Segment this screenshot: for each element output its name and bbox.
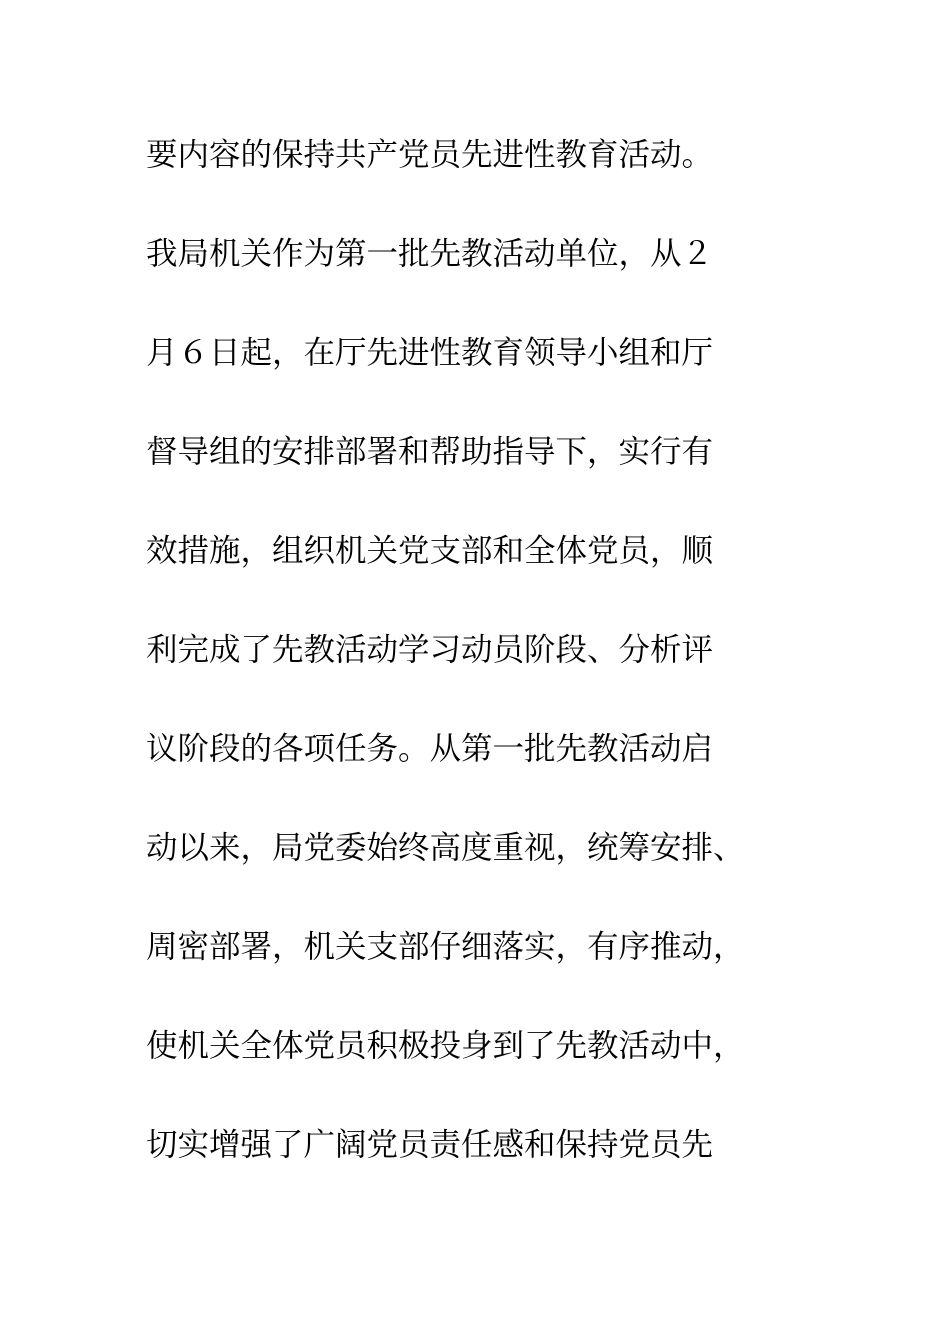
text-line: 效措施，组织机关党支部和全体党员，顺 — [146, 533, 714, 569]
text-line: 使机关全体党员积极投身到了先教活动中， — [146, 1028, 745, 1064]
text-line: 周密部署，机关支部仔细落实，有序推动， — [146, 929, 745, 965]
text-line: 要内容的保持共产党员先进性教育活动。 — [146, 137, 714, 173]
body-text — [146, 125, 846, 1214]
text-line: 切实增强了广阔党员责任感和保持党员先 — [146, 1127, 714, 1163]
text-line: 动以来，局党委始终高度重视，统筹安排、 — [146, 830, 745, 866]
text-line: 我局机关作为第一批先教活动单位，从２ — [146, 236, 714, 272]
text-line: 督导组的安排部署和帮助指导下，实行有 — [146, 434, 714, 470]
text-line: 月６日起，在厅先进性教育领导小组和厅 — [146, 335, 714, 371]
text-line: 议阶段的各项任务。从第一批先教活动启 — [146, 731, 714, 767]
text-line: 利完成了先教活动学习动员阶段、分析评 — [146, 632, 714, 668]
